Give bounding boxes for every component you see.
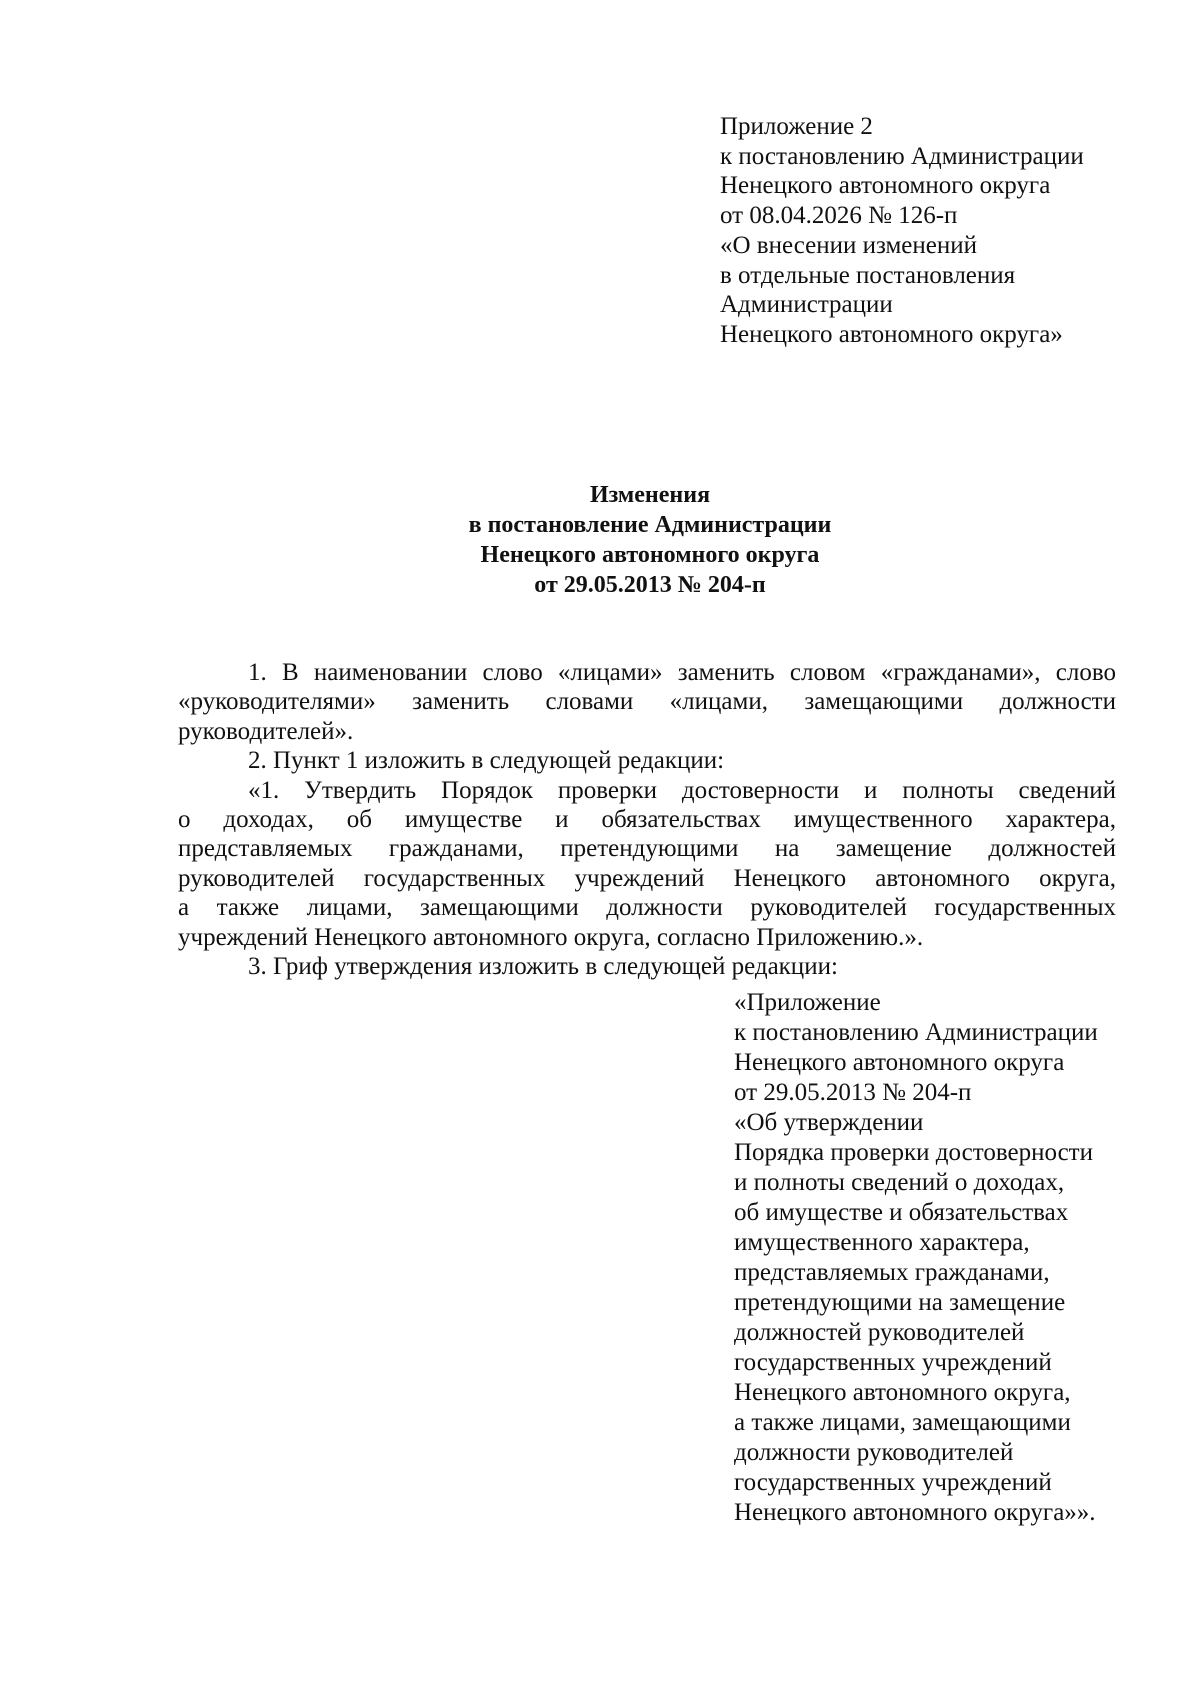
document-title xyxy=(0,480,1200,600)
title-line: в постановление Администрации xyxy=(468,512,832,538)
appendix-header-line: «О внесении изменений xyxy=(720,231,978,259)
paragraph-line: а также лицами, замещающими должности руководителей государственных xyxy=(178,894,1116,922)
stamp-line: государственных учреждений xyxy=(734,1349,1052,1376)
paragraph-line: руководителей». xyxy=(178,717,354,745)
stamp-line: должности руководителей xyxy=(734,1439,1014,1466)
stamp-line: представляемых гражданами, xyxy=(734,1259,1050,1286)
title-line: от 29.05.2013 № 204-п xyxy=(534,572,766,598)
stamp-line: от 29.05.2013 № 204-п xyxy=(734,1079,972,1106)
paragraph-line: 1. В наименовании слово «лицами» заменить словом «гражданами», слово xyxy=(248,659,1116,686)
stamp-line: к постановлению Администрации xyxy=(734,1019,1098,1046)
paragraph-line: учреждений Ненецкого автономного округа, согласно Приложению.». xyxy=(178,923,924,951)
stamp-line: и полноты сведений о доходах, xyxy=(734,1169,1065,1196)
paragraph-3 xyxy=(178,776,1116,952)
paragraph-line: «руководителями» заменить словами «лицами, замещающими должности xyxy=(178,688,1116,716)
paragraph-line: представляемых гражданами, претендующими на замещение должностей xyxy=(178,835,1116,863)
title-line: Изменения xyxy=(589,482,711,508)
stamp-line: «Приложение xyxy=(734,989,881,1016)
title-line: Ненецкого автономного округа xyxy=(480,542,820,568)
stamp-line: об имуществе и обязательствах xyxy=(734,1199,1069,1226)
paragraph-line: руководителей государственных учреждений Ненецкого автономного округа, xyxy=(178,864,1116,892)
stamp-line: «Об утверждении xyxy=(734,1109,924,1136)
approval-stamp-text xyxy=(734,988,1098,1528)
appendix-header-line: к постановлению Администрации xyxy=(720,142,1084,170)
appendix-header-line: Приложение 2 xyxy=(720,113,873,140)
appendix-header xyxy=(720,112,1084,350)
stamp-line: Ненецкого автономного округа xyxy=(734,1049,1065,1076)
appendix-header-line: Ненецкого автономного округа xyxy=(720,172,1051,200)
paragraph-line: 3. Гриф утверждения изложить в следующей редакции: xyxy=(248,953,838,981)
stamp-line: Ненецкого автономного округа, xyxy=(734,1379,1071,1406)
appendix-header-line: в отдельные постановления xyxy=(720,261,1016,289)
stamp-line: претендующими на замещение xyxy=(734,1289,1066,1316)
document-body xyxy=(178,658,1116,981)
appendix-header-line: Ненецкого автономного округа» xyxy=(720,320,1063,348)
paragraph-2 xyxy=(178,746,1116,775)
stamp-line: Порядка проверки достоверности xyxy=(734,1139,1093,1166)
stamp-line: государственных учреждений xyxy=(734,1469,1052,1496)
appendix-header-line: Администрации xyxy=(720,291,893,319)
appendix-header-line: от 08.04.2026 № 126-п xyxy=(720,202,958,230)
stamp-line: должностей руководителей xyxy=(734,1319,1025,1346)
paragraph-line: о доходах, об имуществе и обязательствах имущественного характера, xyxy=(178,806,1116,834)
stamp-line: имущественного характера, xyxy=(734,1229,1030,1256)
paragraph-line: «1. Утвердить Порядок проверки достоверности и полноты сведений xyxy=(248,776,1116,804)
stamp-line: Ненецкого автономного округа»». xyxy=(734,1499,1096,1526)
paragraph-line: 2. Пункт 1 изложить в следующей редакции: xyxy=(248,747,725,775)
paragraph-4 xyxy=(178,952,1116,981)
stamp-line: а также лицами, замещающими xyxy=(734,1409,1071,1436)
paragraph-1 xyxy=(178,658,1116,746)
